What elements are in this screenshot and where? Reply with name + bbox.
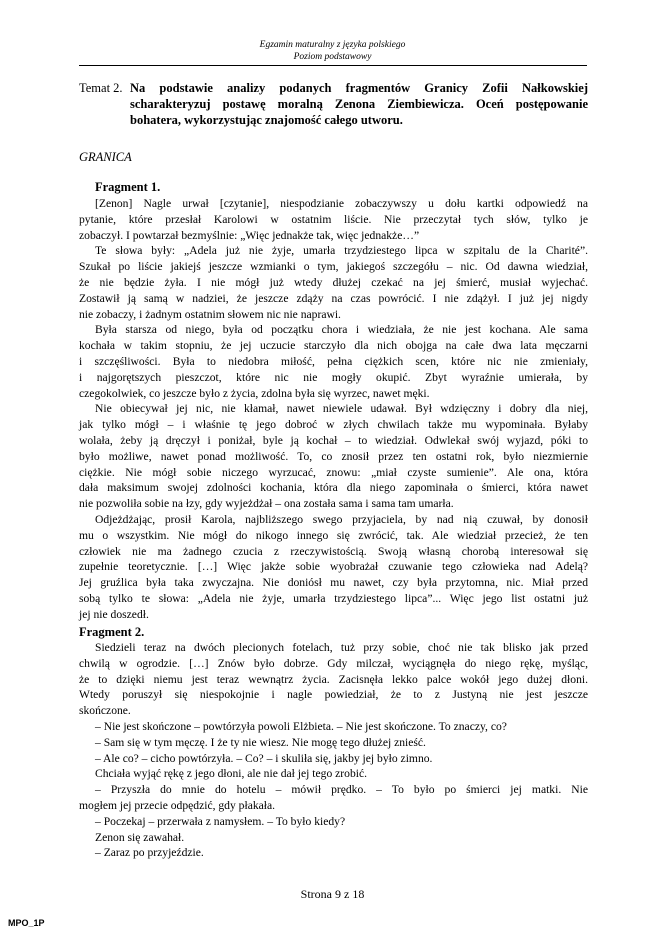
text-line: Jej gruźlica była taka zwyczajna. Nie doniósł mu nawet, czy była przytomna, nic. Miał przed xyxy=(79,576,588,590)
text-line: wolała, żeby ją dręczył i poniżał, byle ją kochał – to wiedział. Odwlekał swój wyjazd, póki to xyxy=(79,434,588,447)
text-line: Siedzieli teraz na dwóch plecionych fotelach, tuż przy sobie, choć nie tak blisko jak przed xyxy=(95,641,588,654)
text-line: mogłem jej przecie odpędzić, gdy płakała. xyxy=(79,799,276,812)
text-line: Zenon się zawahał. xyxy=(95,830,185,844)
text-line: i szczęśliwości. Była to niedobra miłość, pełna ciężkich scen, które nic nie zmieniały, xyxy=(79,355,588,368)
text-line: – Nie jest skończone – powtórzyła powoli Elżbieta. – Nie jest skończone. To znaczy, co? xyxy=(95,720,507,733)
text-line: i najgorętszych pieszczot, które nic nie mogły okupić. Zbyt wyraźnie umierała, by xyxy=(79,370,588,384)
header-divider xyxy=(79,65,587,66)
text-line: ciężkie. Nie mógł sobie niczego wyrzucać, znowu: „miał czyste sumienie”. Ale ona, która xyxy=(79,465,588,479)
text-line: – Sam się w tym męczę. I że ty nie wiesz. Nie mogę tego dłużej znieść. xyxy=(95,735,426,749)
text-line: jak tylko mógł – i właśnie tę jego dobroć w złych chwilach także mu wypominała. Byłaby xyxy=(79,418,588,432)
text-line: mu o wszystkim. Nie mógł do nikogo innego się zwrócić, tak. Ale wiedział przecież, że ten xyxy=(79,528,588,542)
fragment-1-title: Fragment 1. xyxy=(95,180,161,194)
text-line: Odjeżdżając, prosił Karola, najbliższego swego przyjaciela, by nad nią czuwał, by donosił xyxy=(95,513,588,526)
text-line: nie pozwoliła sobie na łzy, gdy wyjeżdżał – ona została sama i sama tam umarła. xyxy=(79,497,454,511)
text-line: nie zobaczy, i żadnym ostatnim słowem nic nie naprawi. xyxy=(79,307,341,321)
text-line: kochała w takim stopniu, że jej uczucie starczyło dla nich obojga na całe dwa lata męczarni xyxy=(79,339,588,353)
text-line: człowiek nie ma żadnego czucia z rzeczywistością. Swoją własną chorobą interesował się xyxy=(79,544,588,558)
exam-level: Poziom podstawowy xyxy=(293,52,372,62)
topic-label: Temat 2. xyxy=(79,81,123,95)
text-line: Chciała wyjąć rękę z jego dłoni, ale nie dał jej tego zrobić. xyxy=(95,767,368,781)
page-number: Strona 9 z 18 xyxy=(300,887,365,901)
text-line: zobaczył. I powtarzał bezmyślnie: „Więc jednakże tak, więc jednakże…” xyxy=(79,228,420,242)
fragment-2-title: Fragment 2. xyxy=(79,625,145,639)
text-line: było możliwe, nawet ponad możliwość. To, co znosił przez ten ostatni rok, było niezmiernie xyxy=(79,449,588,463)
text-line: skończone. xyxy=(79,704,131,718)
text-line: [Zenon] Nagle urwał [czytanie], niespodzianie zobaczywszy u dołu kartki odpowiedź na xyxy=(95,197,588,210)
topic-text: Na podstawie analizy podanych fragmentów Granicy Zofii Nałkowskiej scharakteryzuj postawę moralną Zenona Ziembiewicza. Oceń postępowanie bohatera, wykorzystując znajomość całego utworu. xyxy=(130,81,588,127)
exam-code: MPO_1P xyxy=(8,918,45,928)
text-line: sobą tylko te słowa: „Adela nie żyje, umarła trzydziestego lipca”... Więc jego list ostatni już xyxy=(79,592,588,605)
text-line: – Przyszła do mnie do hotelu – mówił prędko. – To było po śmierci jej matki. Nie xyxy=(95,783,588,797)
text-line: Zostawił ją samą w nadziei, że jeszcze zdąży na czas powrócić. I nie zdążył. I już jej nigdy xyxy=(79,291,588,305)
text-line: Te słowa były: „Adela już nie żyje, umarła trzydziestego lipca w szpitalu de la Charité”. xyxy=(95,244,588,258)
text-line: chwilą w ogrodzie. […] Znów było dobrze. Gdy milczał, wyciągnęła do niego rękę, myśląc, xyxy=(79,656,588,670)
text-line: Była starsza od niego, była od początku chora i wiedziała, że nie jest kochana. Ale sama xyxy=(95,323,588,337)
text-line: – Zaraz po przyjeździe. xyxy=(95,846,204,860)
text-line: pytanie, które przesłał Karolowi w ostatnim liście. Nie przeczytał tych słów, tylko je xyxy=(79,212,588,226)
text-line: że nie będzie żyła. I nie mógł już wtedy dłużej czekać na jej śmierć, musiał wyjechać. xyxy=(79,276,588,289)
text-line: czegokolwiek, co jeszcze było z życia, zdolna była się wyrzec, nawet męki. xyxy=(79,386,430,400)
text-line: jej nie doszedł. xyxy=(79,607,149,621)
text-line: że to dzięki niemu jest teraz wewnątrz życia. Zacisnęła lekko palce wokół jego dużej dłoni. xyxy=(79,672,588,686)
text-line: Nie obiecywał jej nic, nie kłamał, nawet niewiele udawał. Był wdzięczny i dobry dla niej, xyxy=(95,402,588,416)
text-line: dała maksimum swojej zdolności kochania, która dla niego zapominała o śmierci, która nawet xyxy=(79,481,588,495)
text-line: Szukał po liście jakiejś jeszcze wzmianki o tym, jakiegoś szczegółu – nic. Od dawna wiedział, xyxy=(79,260,588,274)
text-line: zupełnie teoretycznie. […] Więc jakże sobie wyobrażał czuwanie tego człowieka nad Adelą? xyxy=(79,560,588,574)
section-title: GRANICA xyxy=(79,150,132,164)
text-line: Wtedy poruszył się niespokojnie i nagle powiedział, że to z Justyną nie jest jeszcze xyxy=(79,688,588,702)
text-line: – Ale co? – cicho powtórzyła. – Co? – i skuliła się, jakby jej było zimno. xyxy=(95,751,433,765)
text-line: – Poczekaj – przerwała z namysłem. – To było kiedy? xyxy=(95,814,346,828)
exam-title: Egzamin maturalny z języka polskiego xyxy=(259,40,406,50)
